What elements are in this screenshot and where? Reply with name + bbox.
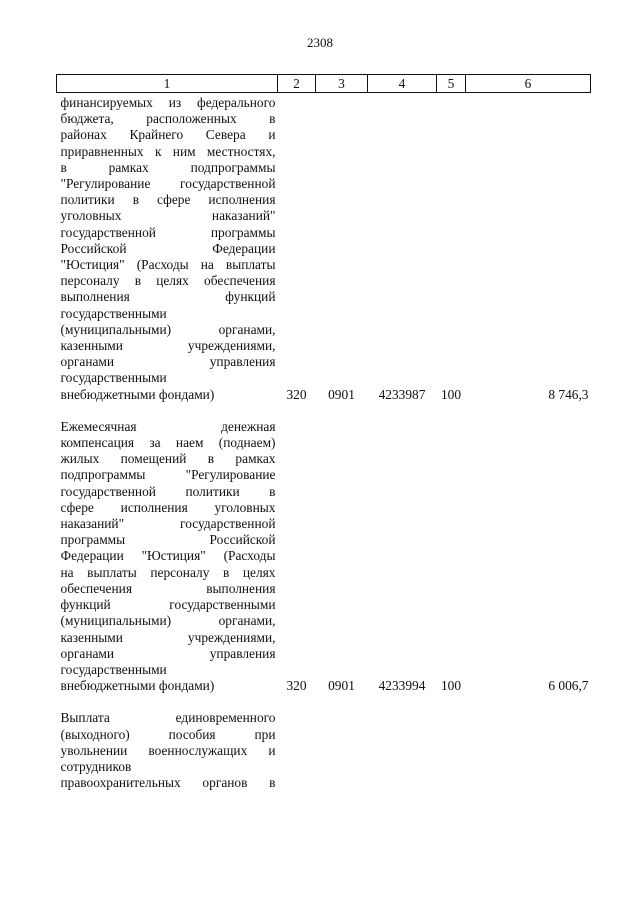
amount-value <box>466 710 591 791</box>
target-article-code: 4233994 <box>378 678 426 694</box>
description-line: приравненных к ним местностях, <box>60 143 276 159</box>
description-line: на выплаты персоналу в целях <box>60 564 276 580</box>
section-code <box>316 710 368 791</box>
ministry-code <box>278 710 316 791</box>
description-line: наказаний" государственной <box>60 516 276 532</box>
description-line: внебюджетными фондами) <box>60 678 215 694</box>
description-line: Федерации "Юстиция" (Расходы <box>60 548 276 564</box>
description-line: (муниципальными) органами, <box>60 321 276 337</box>
row-description <box>57 419 278 694</box>
description-line: государственными <box>60 370 167 386</box>
description-line: программы Российской <box>60 532 276 548</box>
expense-type-code: 100 <box>440 678 462 694</box>
row-description <box>57 710 278 791</box>
description-line: государственной программы <box>60 224 276 240</box>
description-line: выполнения функций <box>60 289 276 305</box>
description-line: правоохранительных органов в <box>60 775 276 791</box>
header-row <box>57 75 591 93</box>
column-header-4: 4 <box>368 75 437 93</box>
description-line: политики в сфере исполнения <box>60 192 276 208</box>
description-line: подпрограммы "Регулирование <box>60 467 276 483</box>
description-line: финансируемых из федерального <box>60 95 276 110</box>
description-line: жилых помещений в рамках <box>60 451 276 467</box>
description-line: компенсация за наем (поднаем) <box>60 435 276 451</box>
column-header-2: 2 <box>278 75 316 93</box>
description-line: (выходного) пособия при <box>60 726 276 742</box>
description-line: уголовных наказаний" <box>60 208 276 224</box>
row-spacer <box>57 403 591 419</box>
description-line: государственными <box>60 661 167 677</box>
ministry-code: 320 <box>286 678 307 694</box>
section-code: 0901 <box>328 386 355 402</box>
description-line: персоналу в целях обеспечения <box>60 273 276 289</box>
description-line: Российской Федерации <box>60 240 276 256</box>
description-line: внебюджетными фондами) <box>60 386 215 402</box>
expense-type-code: 100 <box>440 386 462 402</box>
description-line: казенными учреждениями, <box>60 629 276 645</box>
amount-value: 8 746,3 <box>548 386 589 402</box>
amount-value: 6 006,7 <box>548 678 589 694</box>
description-line: Выплата единовременного <box>60 710 276 726</box>
column-header-1: 1 <box>57 75 278 93</box>
description-line: органами управления <box>60 354 276 370</box>
description-line: обеспечения выполнения <box>60 580 276 596</box>
target-article-code: 4233987 <box>378 386 426 402</box>
description-line: казенными учреждениями, <box>60 338 276 354</box>
description-line: "Регулирование государственной <box>60 176 276 192</box>
description-line: в рамках подпрограммы <box>60 159 276 175</box>
description-line: "Юстиция" (Расходы на выплаты <box>60 257 276 273</box>
table-row <box>57 710 591 791</box>
description-line: Ежемесячная денежная <box>60 418 276 434</box>
table-row <box>57 93 591 403</box>
column-header-5: 5 <box>437 75 466 93</box>
expense-type-code <box>437 710 466 791</box>
description-line: органами управления <box>60 645 276 661</box>
description-line: сотрудников <box>60 758 132 774</box>
description-line: районах Крайнего Севера и <box>60 127 276 143</box>
description-line: (муниципальными) органами, <box>60 613 276 629</box>
page-number: 2308 <box>307 35 333 50</box>
table-header <box>57 75 591 93</box>
description-line: увольнении военнослужащих и <box>60 742 276 758</box>
section-code: 0901 <box>328 678 355 694</box>
table-row <box>57 419 591 694</box>
description-line: бюджета, расположенных в <box>60 111 276 127</box>
description-line: функций государственными <box>60 597 276 613</box>
column-header-6: 6 <box>466 75 591 93</box>
target-article-code <box>368 710 437 791</box>
table-body <box>57 93 591 792</box>
row-spacer <box>57 694 591 710</box>
description-line: государственной политики в <box>60 483 276 499</box>
ministry-code: 320 <box>286 386 307 402</box>
budget-table <box>56 74 591 791</box>
description-line: сфере исполнения уголовных <box>60 499 276 515</box>
description-line: государственными <box>60 305 167 321</box>
row-description <box>57 93 278 403</box>
column-header-3: 3 <box>316 75 368 93</box>
